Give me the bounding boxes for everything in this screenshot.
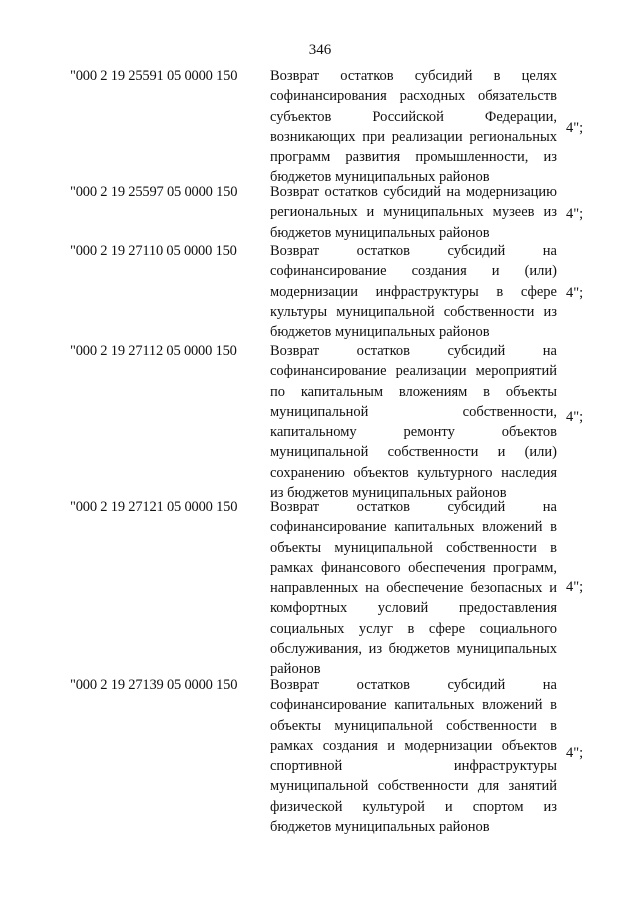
entry-description: [270, 675, 557, 837]
entry-suffix: 4";: [566, 206, 584, 222]
description-line: бюджетов муниципальных районов: [270, 324, 490, 341]
description-line: субъектов Российской Федерации,: [270, 108, 557, 125]
budget-code: "000 2 19 25591 05 0000 150: [70, 68, 238, 84]
entry-description: [270, 241, 557, 342]
description-line: софинансирование реализации мероприятий: [270, 363, 557, 380]
description-line: бюджетов муниципальных районов: [270, 819, 490, 836]
entry-suffix: 4";: [566, 745, 584, 761]
description-line: комфортных условий предоставления: [270, 600, 557, 617]
description-line: муниципальной собственности и (или): [270, 444, 557, 461]
description-line: Возврат остатков субсидий на модернизацию: [270, 184, 557, 200]
entry-suffix: 4";: [566, 409, 584, 425]
description-line: софинансирование капитальных вложений в: [270, 697, 557, 714]
description-line: рамках финансового обеспечения программ,: [270, 559, 557, 576]
description-line: Возврат остатков субсидий на: [270, 677, 557, 693]
description-line: региональных и муниципальных музеев из: [270, 204, 557, 221]
description-line: модернизации инфраструктуры в сфере: [270, 283, 557, 300]
description-line: обслуживания, из бюджетов муниципальных: [270, 641, 557, 658]
entry-description: [270, 66, 557, 188]
description-line: культуры муниципальной собственности из: [270, 303, 557, 320]
description-line: районов: [270, 661, 321, 678]
description-line: рамках создания и модернизации объектов: [270, 737, 557, 754]
entry-description: [270, 341, 557, 503]
description-line: возникающих при реализации региональных: [270, 128, 557, 145]
budget-code: "000 2 19 27110 05 0000 150: [70, 243, 237, 259]
description-line: муниципальной собственности,: [270, 403, 557, 420]
budget-code: "000 2 19 25597 05 0000 150: [70, 184, 238, 200]
description-line: объекты муниципальной собственности в: [270, 717, 557, 734]
description-line: из бюджетов муниципальных районов: [270, 485, 507, 502]
description-line: софинансирования расходных обязательств: [270, 88, 557, 105]
budget-code: "000 2 19 27121 05 0000 150: [70, 499, 238, 515]
description-line: Возврат остатков субсидий в целях: [270, 68, 557, 84]
description-line: Возврат остатков субсидий на: [270, 243, 557, 259]
description-line: Возврат остатков субсидий на: [270, 499, 557, 515]
entry-suffix: 4";: [566, 120, 584, 136]
budget-code: "000 2 19 27112 05 0000 150: [70, 343, 237, 359]
description-line: программ развития промышленности, из: [270, 149, 557, 166]
entry-suffix: 4";: [566, 579, 584, 595]
description-line: Возврат остатков субсидий на: [270, 343, 557, 359]
page-number: 346: [308, 42, 332, 58]
description-line: софинансирование капитальных вложений в: [270, 519, 557, 536]
description-line: капитальному ремонту объектов: [270, 424, 557, 441]
budget-code: "000 2 19 27139 05 0000 150: [70, 677, 238, 693]
description-line: бюджетов муниципальных районов: [270, 169, 490, 186]
entry-description: [270, 497, 557, 680]
description-line: объекты муниципальной собственности в: [270, 539, 557, 556]
description-line: бюджетов муниципальных районов: [270, 224, 490, 241]
description-line: сохранению объектов культурного наследия: [270, 464, 557, 481]
description-line: направленных на обеспечение безопасных и: [270, 580, 557, 597]
entry-suffix: 4";: [566, 285, 584, 301]
description-line: муниципальной собственности для занятий: [270, 778, 557, 795]
description-line: по капитальным вложениям в объекты: [270, 383, 557, 400]
description-line: социальных услуг в сфере социального: [270, 620, 557, 637]
description-line: физической культурой и спортом из: [270, 798, 557, 815]
entry-description: [270, 182, 557, 243]
description-line: софинансирование создания и (или): [270, 263, 557, 280]
description-line: спортивной инфраструктуры: [270, 758, 557, 775]
